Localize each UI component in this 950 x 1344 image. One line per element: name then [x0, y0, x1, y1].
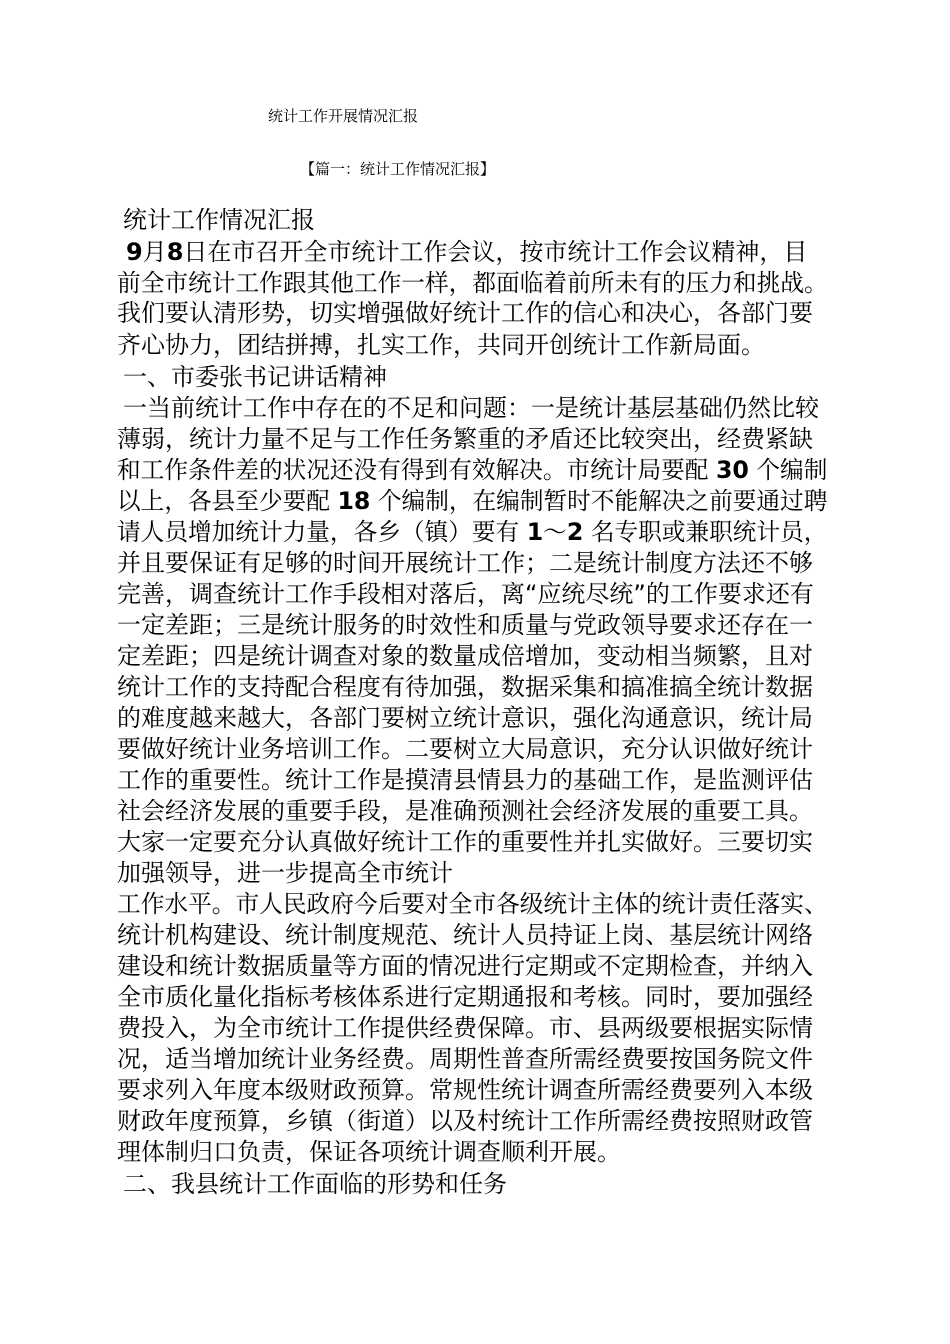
- body-line: 并且要保证有足够的时间开展统计工作；二是统计制度方法还不够: [117, 549, 813, 577]
- body-line: 财政年度预算，乡镇（街道）以及村统计工作所需经费按照财政管: [117, 1107, 813, 1135]
- body-line: 统计机构建设、统计制度规范、统计人员持证上岗、基层统计网络: [117, 921, 813, 949]
- body-line: 的难度越来越大，各部门要树立统计意识，强化沟通意识，统计局: [117, 704, 813, 732]
- section-heading: 一、市委张书记讲话精神: [123, 363, 387, 391]
- body-line: 定差距；四是统计调查对象的数量成倍增加，变动相当频繁，且对: [117, 642, 813, 670]
- body-line: 请人员增加统计力量，各乡（镇）要有 1～2 名专职或兼职统计员，: [117, 518, 828, 546]
- body-line: 理体制归口负责，保证各项统计调查顺利开展。: [117, 1138, 621, 1166]
- body-line: 和工作条件差的状况还没有得到有效解决。市统计局要配 30 个编制: [117, 456, 828, 484]
- body-line: 要求列入年度本级财政预算。常规性统计调查所需经费要列入本级: [117, 1076, 813, 1104]
- body-line: 9月8日在市召开全市统计工作会议，按市统计工作会议精神，目: [126, 238, 808, 266]
- body-line: 薄弱，统计力量不足与工作任务繁重的矛盾还比较突出，经费紧缺: [117, 425, 813, 453]
- body-line: 费投入，为全市统计工作提供经费保障。市、县两级要根据实际情: [117, 1014, 813, 1042]
- body-line: 全市质化量化指标考核体系进行定期通报和考核。同时，要加强经: [117, 983, 813, 1011]
- section-heading: 二、我县统计工作面临的形势和任务: [123, 1170, 507, 1198]
- body-line: 我们要认清形势，切实增强做好统计工作的信心和决心，各部门要: [117, 299, 813, 327]
- body-line: 齐心协力，团结拼搏，扎实工作，共同开创统计工作新局面。: [117, 331, 765, 359]
- body-line: 一定差距；三是统计服务的时效性和质量与党政领导要求还存在一: [117, 611, 813, 639]
- document-subtitle: 【篇一：统计工作情况汇报】: [300, 160, 496, 178]
- body-line: 加强领导，进一步提高全市统计: [117, 859, 453, 887]
- body-line: 一当前统计工作中存在的不足和问题：一是统计基层基础仍然比较: [123, 394, 819, 422]
- body-line: 要做好统计业务培训工作。二要树立大局意识，充分认识做好统计: [117, 735, 813, 763]
- body-line: 社会经济发展的重要手段，是准确预测社会经济发展的重要工具。: [117, 797, 813, 825]
- document-title: 统计工作开展情况汇报: [268, 107, 419, 125]
- body-line: 大家一定要充分认真做好统计工作的重要性并扎实做好。三要切实: [117, 828, 813, 856]
- body-line: 统计工作的支持配合程度有待加强，数据采集和搞准搞全统计数据: [117, 673, 813, 701]
- body-line: 完善，调查统计工作手段相对落后，离“应统尽统”的工作要求还有: [117, 580, 814, 608]
- body-line: 前全市统计工作跟其他工作一样，都面临着前所未有的压力和挑战。: [117, 269, 828, 297]
- section-title: 统计工作情况汇报: [123, 206, 315, 234]
- body-line: 工作水平。市人民政府今后要对全市各级统计主体的统计责任落实、: [117, 890, 828, 918]
- body-line: 工作的重要性。统计工作是摸清县情县力的基础工作，是监测评估: [117, 766, 813, 794]
- body-line: 况，适当增加统计业务经费。周期性普查所需经费要按国务院文件: [117, 1045, 813, 1073]
- body-line: 以上，各县至少要配 18 个编制，在编制暂时不能解决之前要通过聘: [117, 487, 828, 515]
- body-line: 建设和统计数据质量等方面的情况进行定期或不定期检查，并纳入: [117, 952, 813, 980]
